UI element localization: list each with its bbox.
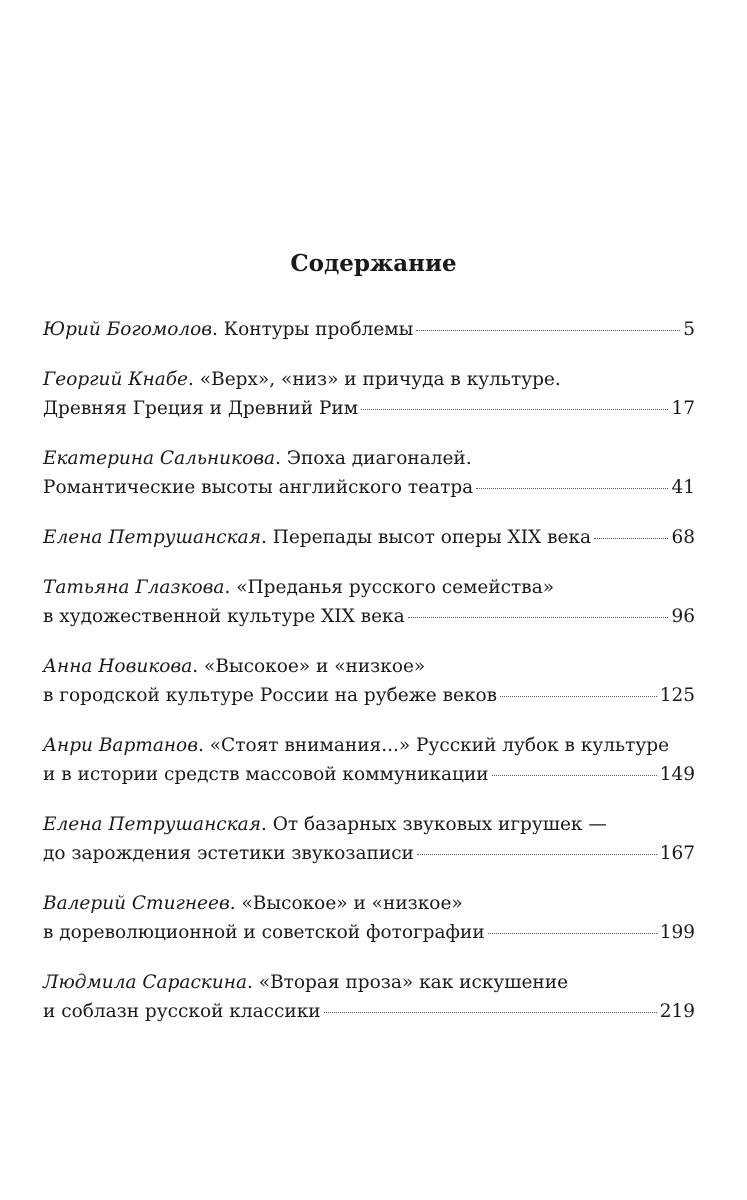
dot-leader bbox=[416, 330, 680, 331]
toc-page-number: 17 bbox=[671, 398, 695, 419]
dot-leader bbox=[408, 617, 669, 618]
toc-page-number: 125 bbox=[659, 685, 695, 706]
dot-leader bbox=[594, 538, 668, 539]
toc-page-number: 41 bbox=[671, 477, 695, 498]
toc-page-number: 167 bbox=[659, 843, 695, 864]
toc-title-part: . «Стоят внимания...» Русский лубок в культуре bbox=[197, 735, 670, 756]
toc-title-continuation: Древняя Греция и Древний Рим bbox=[43, 398, 359, 419]
dot-leader bbox=[488, 933, 657, 934]
toc-entry bbox=[43, 968, 695, 1026]
toc-entry-line bbox=[43, 365, 695, 394]
dot-leader bbox=[324, 1012, 657, 1013]
toc-entry bbox=[43, 573, 695, 631]
toc-entry-line bbox=[43, 760, 695, 789]
toc-entry-line bbox=[43, 997, 695, 1026]
toc-entry bbox=[43, 889, 695, 947]
toc-entry-line bbox=[43, 731, 695, 760]
toc-author: Валерий Стигнеев bbox=[43, 893, 230, 914]
toc-title-part: . «Верх», «низ» и причуда в культуре. bbox=[188, 369, 561, 390]
toc-entry-line bbox=[43, 968, 695, 997]
toc-title-continuation: в художественной культуре XIX века bbox=[43, 606, 405, 627]
toc-author: Анна Новикова bbox=[43, 656, 193, 677]
toc-author: Людмила Сараскина bbox=[43, 972, 247, 993]
toc-entry-line bbox=[43, 573, 695, 602]
toc-page-number: 199 bbox=[659, 922, 695, 943]
toc-entry-line bbox=[43, 315, 695, 344]
toc-entry-line bbox=[43, 473, 695, 502]
toc-entry bbox=[43, 315, 695, 344]
toc-author: Георгий Кнабе bbox=[43, 369, 189, 390]
toc-entry bbox=[43, 731, 695, 789]
toc-entry-line bbox=[43, 602, 695, 631]
toc-entry-line bbox=[43, 810, 695, 839]
toc-author: Анри Вартанов bbox=[43, 735, 198, 756]
dot-leader bbox=[361, 409, 668, 410]
toc-entry bbox=[43, 523, 695, 552]
toc-title-continuation: и соблазн русской классики bbox=[43, 1001, 321, 1022]
toc-title-part: . «Вторая проза» как искушение bbox=[247, 972, 569, 993]
toc-entry-line bbox=[43, 523, 695, 552]
dot-leader bbox=[476, 488, 668, 489]
toc-page-number: 219 bbox=[659, 1001, 695, 1022]
toc-author: Елена Петрушанская bbox=[43, 814, 261, 835]
toc-title-part: . Эпоха диагоналей. bbox=[275, 448, 472, 469]
toc-author: Татьяна Глазкова bbox=[43, 577, 225, 598]
dot-leader bbox=[500, 696, 657, 697]
toc-entry-line bbox=[43, 918, 695, 947]
toc-entry-text bbox=[43, 523, 591, 552]
toc-title-part: . Перепады высот оперы XIX века bbox=[260, 527, 592, 548]
toc-entry-line bbox=[43, 444, 695, 473]
toc-title-continuation: и в истории средств массовой коммуникации bbox=[43, 764, 489, 785]
toc-title-continuation: до зарождения эстетики звукозаписи bbox=[43, 843, 414, 864]
toc-entry-line bbox=[43, 889, 695, 918]
dot-leader bbox=[492, 775, 657, 776]
toc-author: Елена Петрушанская bbox=[43, 527, 261, 548]
toc-page-number: 5 bbox=[683, 319, 695, 340]
toc-title-continuation: Романтические высоты английского театра bbox=[43, 477, 474, 498]
dot-leader bbox=[417, 854, 657, 855]
toc-author: Екатерина Сальникова bbox=[43, 448, 276, 469]
toc-page-number: 68 bbox=[671, 527, 695, 548]
toc-page-number: 96 bbox=[671, 606, 695, 627]
toc-title-part: . «Высокое» и «низкое» bbox=[192, 656, 426, 677]
page-title: Содержание bbox=[290, 250, 457, 277]
toc-page-number: 149 bbox=[659, 764, 695, 785]
toc-title-part: . «Преданья русского семейства» bbox=[224, 577, 555, 598]
toc-title-part: . Контуры проблемы bbox=[212, 319, 414, 340]
toc-title-continuation: в дореволюционной и советской фотографии bbox=[43, 922, 485, 943]
toc-entry-line bbox=[43, 394, 695, 423]
toc-entry-line bbox=[43, 652, 695, 681]
toc-entry-text bbox=[43, 315, 413, 344]
toc-entry-line bbox=[43, 681, 695, 710]
toc-title-part: . «Высокое» и «низкое» bbox=[229, 893, 463, 914]
toc-entry bbox=[43, 652, 695, 710]
toc-title-continuation: в городской культуре России на рубеже веков bbox=[43, 685, 498, 706]
toc-entry-line bbox=[43, 839, 695, 868]
toc-author: Юрий Богомолов bbox=[43, 319, 213, 340]
table-of-contents bbox=[43, 315, 695, 1047]
toc-title-part: . От базарных звуковых игрушек — bbox=[260, 814, 607, 835]
toc-entry bbox=[43, 810, 695, 868]
toc-entry bbox=[43, 444, 695, 502]
toc-entry bbox=[43, 365, 695, 423]
